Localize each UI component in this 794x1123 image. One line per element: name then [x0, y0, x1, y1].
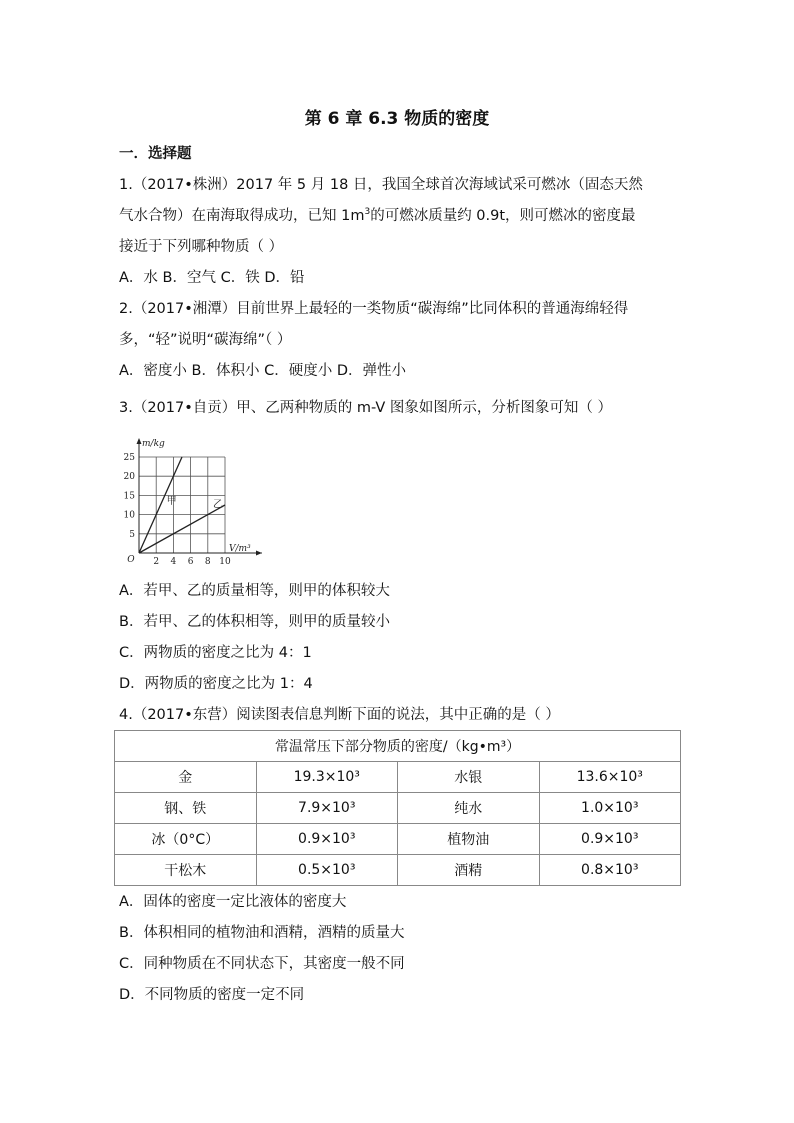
table-caption: 常温常压下部分物质的密度/（kg•m³） [115, 731, 681, 762]
table-cell: 0.8×10³ [539, 855, 681, 886]
chart-axes [137, 438, 263, 556]
q1-line-3: 接近于下列哪种物质（ ） [119, 239, 284, 255]
section-heading: 一．选择题 [119, 146, 192, 162]
table-row [115, 793, 681, 824]
q3-option-c: C．两物质的密度之比为 4：1 [119, 645, 312, 661]
q4-option-c: C．同种物质在不同状态下，其密度一般不同 [119, 956, 405, 972]
q2-options: A．密度小 B．体积小 C．硬度小 D．弹性小 [119, 363, 406, 379]
table-cell: 1.0×10³ [539, 793, 681, 824]
table-cell: 干松木 [115, 855, 257, 886]
y-tick-label: 10 [123, 510, 135, 521]
x-tick-label: 8 [204, 557, 211, 567]
table-row [115, 824, 681, 855]
y-axis-arrow [137, 438, 142, 444]
q2-line-2: 多，“轻”说明“碳海绵”（ ） [119, 332, 292, 348]
x-axis-arrow [256, 551, 262, 556]
table-cell: 酒精 [398, 855, 540, 886]
table-cell: 钢、铁 [115, 793, 257, 824]
x-tick-label: 6 [187, 557, 194, 567]
q3-line-1: 3.（2017•自贡）甲、乙两种物质的 m-V 图象如图所示，分析图象可知（ ） [119, 400, 613, 416]
series-label: 甲 [166, 496, 177, 508]
table-cell: 0.9×10³ [256, 824, 398, 855]
q1-line-2-pre: 气水合物）在南海取得成功，已知 1m [119, 208, 365, 224]
table-cell: 19.3×10³ [256, 762, 398, 793]
density-table [114, 730, 681, 886]
table-cell: 水银 [398, 762, 540, 793]
x-tick-label: 2 [153, 557, 160, 567]
page-title: 第 6 章 6.3 物质的密度 [304, 109, 490, 129]
table-cell: 13.6×10³ [539, 762, 681, 793]
y-tick-label: 25 [123, 453, 135, 463]
q2-line-1: 2.（2017•湘潭）目前世界上最轻的一类物质“碳海绵”比同体积的普通海绵轻得 [119, 301, 629, 317]
x-tick-label: 4 [170, 557, 177, 567]
origin-label: O [127, 555, 135, 565]
table-row [115, 762, 681, 793]
q3-option-a: A．若甲、乙的质量相等，则甲的体积较大 [119, 583, 390, 599]
table-cell: 植物油 [398, 824, 540, 855]
table-row [115, 855, 681, 886]
y-tick-label: 15 [123, 491, 135, 502]
table-cell: 金 [115, 762, 257, 793]
q4-option-b: B．体积相同的植物油和酒精，酒精的质量大 [119, 925, 405, 941]
q3-option-b: B．若甲、乙的体积相等，则甲的质量较小 [119, 614, 390, 630]
chart-labels [127, 439, 251, 565]
q1-line-1: 1.（2017•株洲）2017 年 5 月 18 日，我国全球首次海域试采可燃冰（固态天然 [119, 177, 643, 193]
table-cell: 7.9×10³ [256, 793, 398, 824]
y-axis-label: m/kg [142, 439, 165, 449]
q3-option-d: D．两物质的密度之比为 1：4 [119, 676, 313, 692]
table-cell: 0.9×10³ [539, 824, 681, 855]
x-axis-label: V/m³ [229, 544, 251, 554]
series-line [139, 505, 225, 553]
q1-line-2-sup: 3 [364, 207, 371, 218]
series-label: 乙 [212, 499, 223, 511]
q4-option-d: D．不同物质的密度一定不同 [119, 987, 305, 1003]
mv-chart [117, 432, 267, 567]
y-tick-label: 20 [123, 472, 135, 483]
table-cell: 纯水 [398, 793, 540, 824]
y-tick-label: 5 [129, 529, 135, 540]
q1-options: A．水 B．空气 C．铁 D．铅 [119, 270, 305, 286]
q4-option-a: A．固体的密度一定比液体的密度大 [119, 894, 347, 910]
q4-line-1: 4.（2017•东营）阅读图表信息判断下面的说法，其中正确的是（ ） [119, 707, 560, 723]
x-tick-label: 10 [219, 557, 231, 567]
q1-line-2-post: 的可燃冰质量约 0.9t，则可燃冰的密度最 [370, 208, 636, 224]
table-cell: 冰（0°C） [115, 824, 257, 855]
q1-line-2 [119, 206, 636, 226]
table-cell: 0.5×10³ [256, 855, 398, 886]
table-header-row [115, 731, 681, 762]
